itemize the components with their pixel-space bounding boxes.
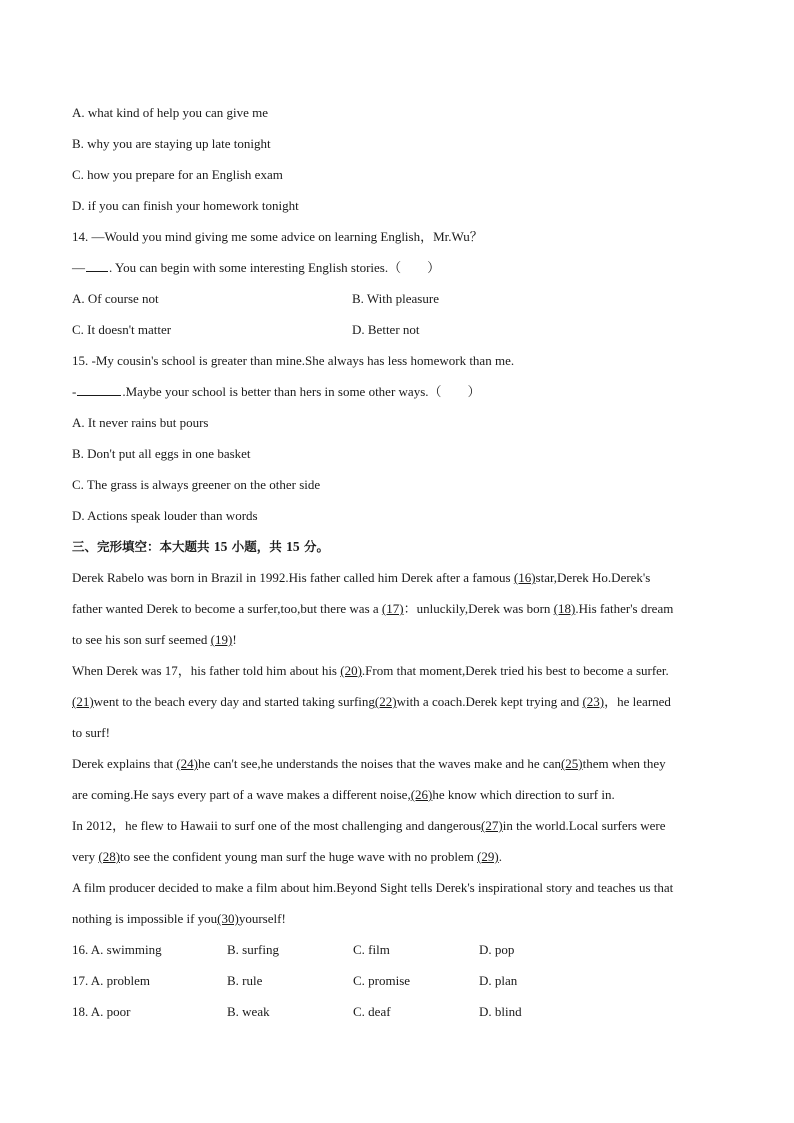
passage-line: nothing is impossible if you(30)yourself! [72,911,286,926]
q14-option-c: C. It doesn't matter [72,322,172,337]
cloze-options-17: 17. A. problem B. rule C. promise D. plan [72,973,518,988]
q13-option-a: A. what kind of help you can give me [72,105,269,120]
q15-stem: 15. -My cousin's school is greater than mine.She always has less homework than me. [72,353,515,368]
blank-18: (18) [553,601,576,616]
answer-blank [86,258,108,272]
passage-line: (21)went to the beach every day and started taking surfing(22)with a coach.Derek kept trying and (23)，he learned [72,694,671,709]
q14-options-row-1 [72,283,732,314]
blank-19: (19) [210,632,233,647]
blank-24: (24) [176,756,198,771]
blank-23: (23) [582,694,605,709]
q13-option-b: B. why you are staying up late tonight [72,136,271,151]
blank-21: (21) [72,694,94,709]
blank-20: (20) [340,663,362,678]
q13-option-c: C. how you prepare for an English exam [72,167,283,182]
blank-16: (16) [513,570,536,585]
q15-option-c: C. The grass is always greener on the other side [72,477,321,492]
dash: — [72,260,85,275]
passage-line: Derek Rabelo was born in Brazil in 1992.His father called him Derek after a famous (16)star,Derek Ho.Derek's [72,570,651,585]
q14-option-d: D. Better not [352,322,420,337]
section-heading: 三、完形填空：本大题共 15 小题，共 15 分。 [72,539,329,554]
q15-reply-text: .Maybe your school is better than hers in some other ways.（ ） [122,384,481,399]
q14-stem: 14. —Would you mind giving me some advice on learning English，Mr.Wu？ [72,229,483,244]
q15-option-a: A. It never rains but pours [72,415,209,430]
blank-17: (17) [381,601,404,616]
blank-29: (29) [477,849,499,864]
passage-line: When Derek was 17，his father told him about his (20).From that moment,Derek tried his best to become a surfer. [72,663,669,678]
q14-option-b: B. With pleasure [352,291,439,306]
q14-reply-text: . You can begin with some interesting English stories.（ ） [109,260,441,275]
dash: - [72,384,77,399]
q15-option-d: D. Actions speak louder than words [72,508,258,523]
blank-30: (30) [217,911,239,926]
q15-option-b: B. Don't put all eggs in one basket [72,446,251,461]
passage-line: A film producer decided to make a film about him.Beyond Sight tells Derek's inspirational story and teaches us that [72,880,674,895]
passage-line: father wanted Derek to become a surfer,too,but there was a (17)：unluckily,Derek was born (18).His father's dream [72,601,674,616]
blank-27: (27) [481,818,503,833]
q13-option-d: D. if you can finish your homework tonight [72,198,299,213]
passage-line: to see his son surf seemed (19)! [72,632,237,647]
blank-25: (25) [560,756,583,771]
blank-26: (26) [410,787,433,802]
q14-option-a: A. Of course not [72,291,159,306]
answer-blank [77,382,121,396]
blank-28: (28) [98,849,121,864]
passage-line: Derek explains that (24)he can't see,he understands the noises that the waves make and he can(25)them when they [72,756,666,771]
cloze-options-18: 18. A. poor B. weak C. deaf D. blind [72,1004,522,1019]
passage-line: to surf! [72,725,110,740]
q14-options-row-2 [72,314,732,345]
q15-reply [72,376,732,407]
blank-22: (22) [374,694,397,709]
passage-line: are coming.He says every part of a wave makes a different noise,(26)he know which direction to surf in. [72,787,615,802]
cloze-options-16: 16. A. swimming B. surfing C. film D. pop [72,942,515,957]
exam-content [72,97,732,1027]
q14-reply [72,252,732,283]
passage-line: In 2012，he flew to Hawaii to surf one of the most challenging and dangerous(27)in the world.Local surfers were [72,818,666,833]
passage-line: very (28)to see the confident young man surf the huge wave with no problem (29). [72,849,503,864]
